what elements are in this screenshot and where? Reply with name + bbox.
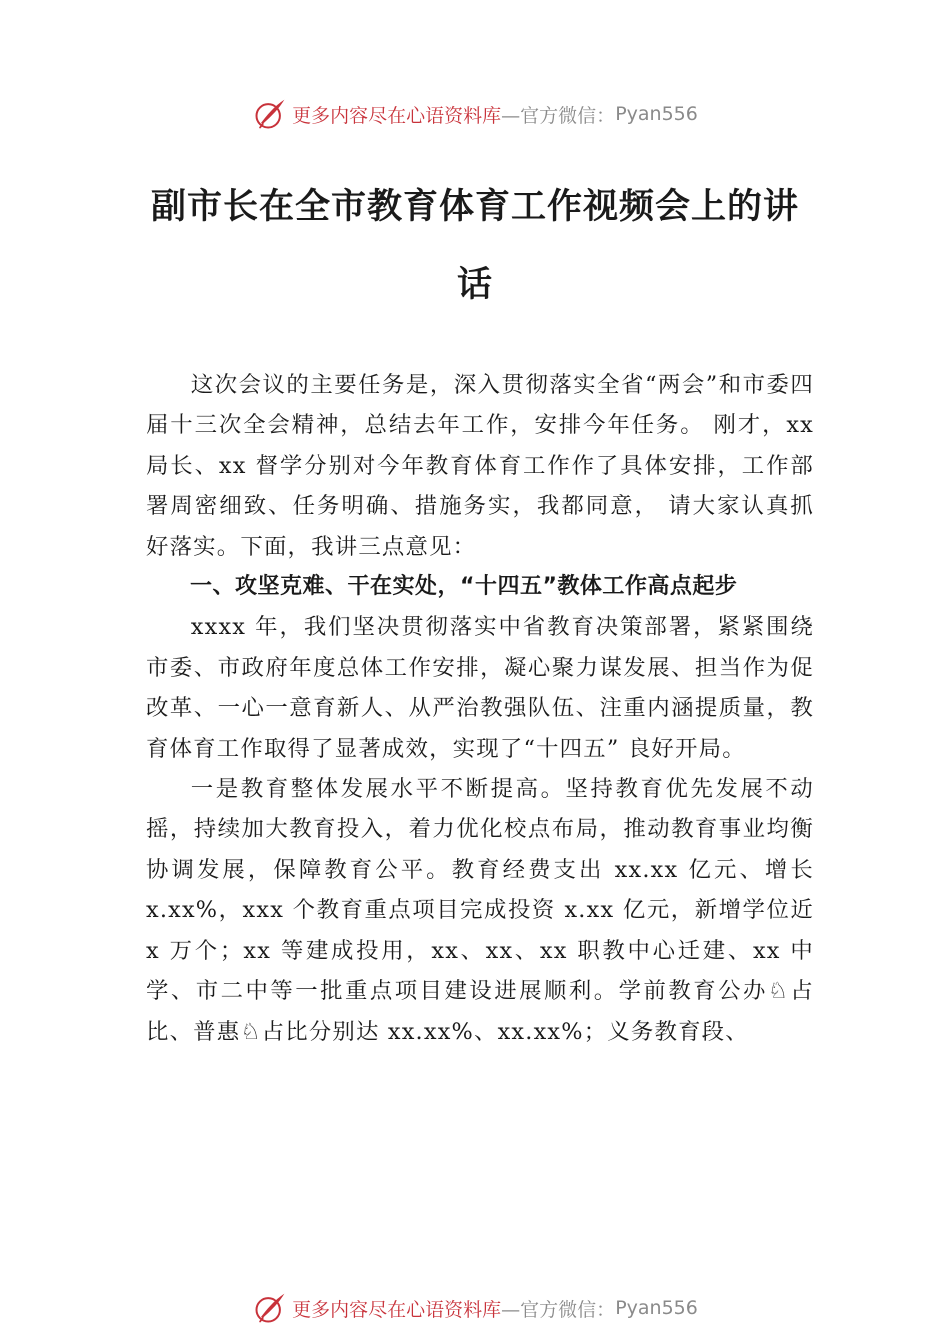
document-body [146, 365, 814, 1052]
document-title [145, 168, 805, 324]
quill-pen-icon [252, 96, 288, 132]
watermark-red-text: 更多内容尽在心语资料库 [292, 1298, 502, 1321]
section-heading-1: 一、攻坚克难、干在实处，“十四五”教体工作高点起步 [190, 574, 738, 600]
watermark-banner-top [0, 94, 950, 134]
watermark-wechat-id: Pyan556 [615, 1297, 698, 1319]
paragraph-intro: 这次会议的主要任务是，深入贯彻落实全省“两会”和市委四届十三次全会精神，总结去年工作，安排今年任务。 刚才，xx 局长、xx 督学分别对今年教育体育工作作了具体安排，工作部署周密细致、任务明确、措施务实，我都同意， 请大家认真抓好落实。下面，我讲三点意见： [146, 372, 814, 560]
watermark-grey-text: —官方微信： [501, 1298, 616, 1321]
watermark-wechat-id: Pyan556 [615, 103, 698, 125]
paragraph-summary: xxxx 年，我们坚决贯彻落实中省教育决策部署，紧紧围绕市委、市政府年度总体工作安排，凝心聚力谋发展、担当作为促改革、一心一意育新人、从严治教强队伍、注重内涵提质量，教育体育工作取得了显著成效，实现了“十四五” 良好开局。 [146, 614, 814, 762]
paragraph-point-1: 一是教育整体发展水平不断提高。坚持教育优先发展不动摇，持续加大教育投入，着力优化校点布局，推动教育事业均衡协调发展，保障教育公平。教育经费支出 xx.xx 亿元、增长 x.xx%，xxx 个教育重点项目完成投资 x.xx 亿元，新增学位近 x 万个；xx 等建成投用，xx、xx、xx 职教中心迁建、xx 中学、市二中等一批重点项目建设进展顺利。学前教育公办♘占比、普惠♘占比分别达 xx.xx%、xx.xx%；义务教育段、 [146, 776, 814, 1045]
title-line-1: 副市长在全市教育体育工作视频会上的讲 [150, 186, 799, 227]
title-line-2: 话 [456, 264, 493, 305]
watermark-grey-text: —官方微信： [501, 104, 616, 127]
watermark-banner-bottom [0, 1288, 950, 1328]
quill-pen-icon [252, 1290, 288, 1326]
watermark-red-text: 更多内容尽在心语资料库 [292, 104, 502, 127]
